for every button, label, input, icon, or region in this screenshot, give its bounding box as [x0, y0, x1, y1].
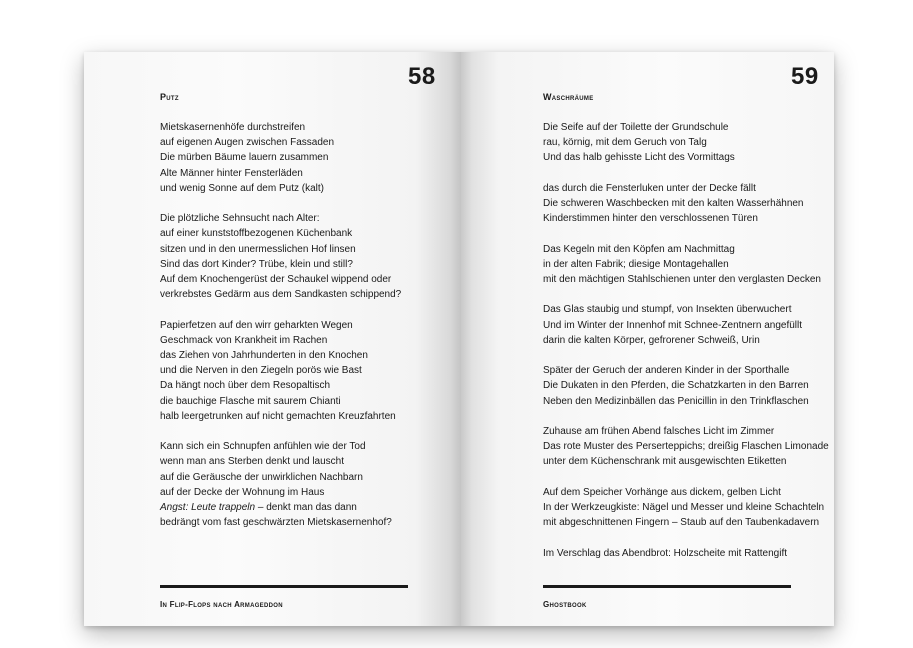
poem-line: und die Nerven in den Ziegeln porös wie Bast [160, 365, 362, 377]
poem-line: Sind das dort Kinder? Trübe, klein und still? [160, 258, 353, 270]
poem-line: auf einer kunststoffbezogenen Küchenbank [160, 228, 353, 240]
poem-line: das Ziehen von Jahrhunderten in den Knochen [160, 350, 368, 362]
poem-line: Die Seife auf der Toilette der Grundschule [543, 122, 729, 133]
footer-rule-left [160, 585, 408, 588]
poem-body-left [160, 120, 401, 546]
poem-line: und wenig Sonne auf dem Putz (kalt) [160, 182, 324, 194]
stanza [543, 485, 829, 531]
poem-line: sitzen und in den unermesslichen Hof linsen [160, 243, 356, 255]
stanza [543, 363, 829, 409]
poem-line: Auf dem Knochengerüst der Schaukel wippend oder [160, 274, 392, 286]
stanza [543, 181, 829, 227]
open-book [84, 52, 834, 626]
poem-line: Alte Männer hinter Fensterläden [160, 167, 303, 179]
poem-line: in der alten Fabrik; diesige Montagehallen [543, 258, 729, 270]
poem-line: auf der Decke der Wohnung im Haus [160, 486, 325, 498]
poem-line: Die mürben Bäume lauern zusammen [160, 152, 329, 164]
right-page [461, 52, 834, 626]
poem-line: das durch die Fensterluken unter der Decke fällt [543, 182, 756, 194]
poem-line: Das Glas staubig und stumpf, von Insekten überwuchert [543, 304, 792, 316]
poem-body-right [543, 120, 829, 576]
poem-line: bedrängt vom fast geschwärzten Mietskasernenhof? [160, 517, 392, 529]
poem-line: Im Verschlag das Abendbrot: Holzscheite mit Rattengift [543, 547, 788, 559]
left-page [84, 52, 461, 626]
running-footer-right: Ghostbook [543, 600, 587, 609]
poem-line: Die plötzliche Sehnsucht nach Alter: [160, 213, 320, 225]
poem-line: verkrebstes Gedärm aus dem Sandkasten schippend? [160, 289, 402, 301]
italic-phrase: Angst: Leute trappeln [160, 502, 256, 514]
running-footer-left: In Flip-Flops nach Armageddon [160, 600, 283, 609]
poem-line: Und das halb gehisste Licht des Vormittags [543, 152, 735, 164]
poem-line: mit den mächtigen Stahlschienen unter den verglasten Decken [543, 274, 821, 285]
poem-line: rau, körnig, mit dem Geruch von Talg [543, 137, 707, 149]
poem-line: In der Werkzeugkiste: Nägel und Messer und kleine Schachteln [543, 501, 825, 513]
stanza [543, 120, 829, 166]
stanza [543, 242, 829, 288]
poem-line: Und im Winter der Innenhof mit Schnee-Zentnern angefüllt [543, 319, 803, 331]
poem-line: Kann sich ein Schnupfen anfühlen wie der Tod [160, 441, 366, 453]
stanza [543, 424, 829, 470]
poem-title-right: Waschräume [543, 92, 594, 102]
poem-line: unter dem Küchenschrank mit ausgewischten Etiketten [543, 456, 787, 468]
stanza [160, 120, 401, 196]
stanza [160, 439, 401, 530]
poem-line: Neben den Medizinbällen das Penicillin in den Trinkflaschen [543, 395, 809, 407]
poem-line: auf eigenen Augen zwischen Fassaden [160, 137, 335, 149]
poem-line: Das rote Muster des Perserteppichs; dreißig Flaschen Limonade [543, 441, 829, 453]
page-number-left: 58 [408, 63, 436, 90]
poem-line: Mietskasernenhöfe durchstreifen [160, 122, 306, 133]
poem-line: Das Kegeln mit den Köpfen am Nachmittag [543, 243, 735, 255]
poem-line: auf die Geräusche der unwirklichen Nachbarn [160, 471, 363, 483]
poem-line: wenn man ans Sterben denkt und lauscht [160, 456, 345, 468]
poem-line: die bauchige Flasche mit saurem Chianti [160, 395, 341, 407]
stanza [160, 211, 401, 302]
poem-line: Später der Geruch der anderen Kinder in der Sporthalle [543, 365, 790, 377]
poem-line: mit abgeschnittenen Fingern – Staub auf den Taubenkadavern [543, 517, 820, 529]
poem-line: Kinderstimmen hinter den verschlossenen Türen [543, 213, 758, 225]
poem-line: Papierfetzen auf den wirr geharkten Wegen [160, 319, 353, 331]
poem-line: Auf dem Speicher Vorhänge aus dickem, gelben Licht [543, 486, 781, 498]
page-number-right: 59 [791, 63, 819, 90]
poem-line-italic [160, 500, 401, 515]
poem-line: darin die kalten Körper, gefrorener Schweiß, Urin [543, 334, 760, 346]
poem-line: Die Dukaten in den Pferden, die Schatzkarten in den Barren [543, 380, 809, 392]
footer-rule-right [543, 585, 791, 588]
poem-title-left: Putz [160, 92, 179, 102]
stanza [543, 546, 829, 561]
poem-line: halb leergetrunken auf nicht gemachten Kreuzfahrten [160, 410, 396, 422]
stanza [160, 318, 401, 424]
italic-line-rest: – denkt man das dann [255, 502, 357, 514]
poem-line: Die schweren Waschbecken mit den kalten Wasserhähnen [543, 198, 804, 209]
poem-line: Geschmack von Krankheit im Rachen [160, 334, 328, 346]
poem-line: Zuhause am frühen Abend falsches Licht im Zimmer [543, 425, 775, 437]
stanza [543, 302, 829, 348]
poem-line: Da hängt noch über dem Resopaltisch [160, 380, 331, 392]
